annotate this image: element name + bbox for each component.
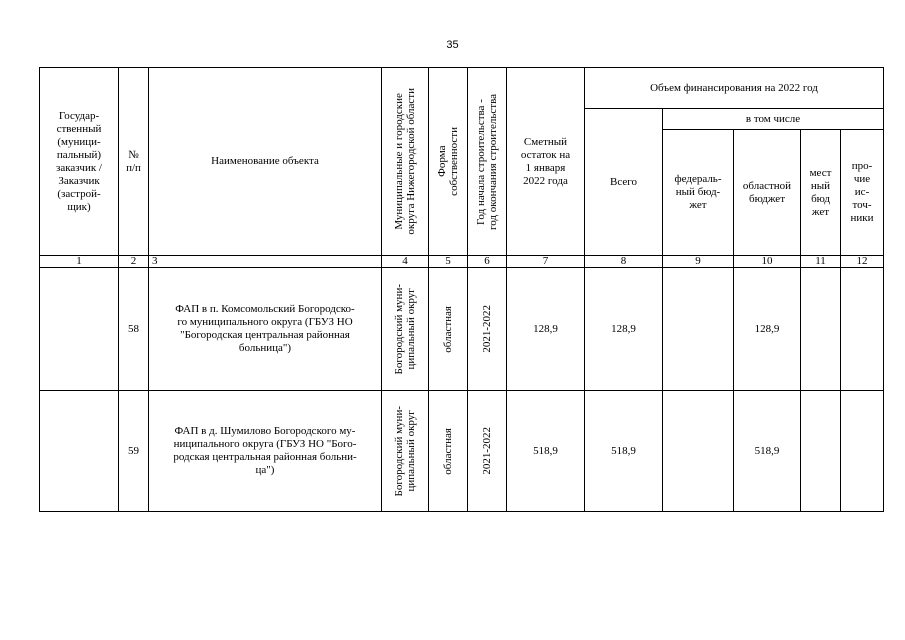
row-years: 2021-2022 [481,305,493,353]
col-number: 12 [841,256,884,268]
row-customer [40,268,119,391]
row-object-name: ФАП в п. Комсомольский Богородско- го муниципального округа (ГБУЗ НО "Богородская центральная районная больница") [149,268,382,391]
col-number: 6 [468,256,507,268]
financing-table [39,67,884,512]
row-federal [663,268,734,391]
row-years: 2021-2022 [481,427,493,475]
row-ownership: областная [442,305,454,353]
page-number: 35 [446,39,459,51]
row-customer [40,391,119,512]
row-years-cell [468,391,507,512]
table-row [40,268,884,391]
table-row [40,391,884,512]
row-other [841,268,884,391]
column-numbers-row [40,256,884,268]
row-object-name: ФАП в д. Шумилово Богородского му- ниципального округа (ГБУЗ НО "Бого- родская центральная районная больни- ца") [149,391,382,512]
row-municipality: Богородский муни- ципальный округ [393,283,417,375]
header-municipality-cell [382,68,429,256]
row-federal [663,391,734,512]
col-number: 5 [429,256,468,268]
row-years-cell [468,268,507,391]
row-local [801,268,841,391]
row-estimate: 128,9 [507,268,585,391]
col-number: 10 [734,256,801,268]
row-ownership-cell [429,391,468,512]
header-regional: областной бюджет [734,130,801,256]
col-number: 3 [149,256,382,268]
row-ownership: областная [442,427,454,475]
row-regional: 518,9 [734,391,801,512]
col-number: 4 [382,256,429,268]
header-years-cell [468,68,507,256]
header-num: № п/п [119,68,149,256]
col-number: 9 [663,256,734,268]
header-local: мест ный бюд жет [801,130,841,256]
header-municipality: Муниципальные и городские округа Нижегородской области [393,88,417,235]
header-including: в том числе [663,109,884,130]
row-num: 58 [119,268,149,391]
col-number: 11 [801,256,841,268]
row-regional: 128,9 [734,268,801,391]
header-total: Всего [585,109,663,256]
row-municipality: Богородский муни- ципальный округ [393,405,417,497]
row-municipality-cell [382,391,429,512]
header-federal: федераль- ный бюд- жет [663,130,734,256]
row-estimate: 518,9 [507,391,585,512]
row-total: 518,9 [585,391,663,512]
row-num: 59 [119,391,149,512]
col-number: 7 [507,256,585,268]
row-other [841,391,884,512]
header-other: про- чие ис- точ- ники [841,130,884,256]
col-number: 8 [585,256,663,268]
row-ownership-cell [429,268,468,391]
header-years: Год начала строительства - год окончания строительства [475,93,499,230]
col-number: 1 [40,256,119,268]
row-municipality-cell [382,268,429,391]
header-ownership-cell [429,68,468,256]
header-object-name: Наименование объекта [149,68,382,256]
header-funding-volume: Объем финансирования на 2022 год [585,68,884,109]
col-number: 2 [119,256,149,268]
row-total: 128,9 [585,268,663,391]
header-customer: Государ- ственный (муници- пальный) заказчик / Заказчик (застрой- щик) [40,68,119,256]
header-ownership: Форма собственности [436,127,460,196]
row-local [801,391,841,512]
header-estimate: Сметный остаток на 1 января 2022 года [507,68,585,256]
